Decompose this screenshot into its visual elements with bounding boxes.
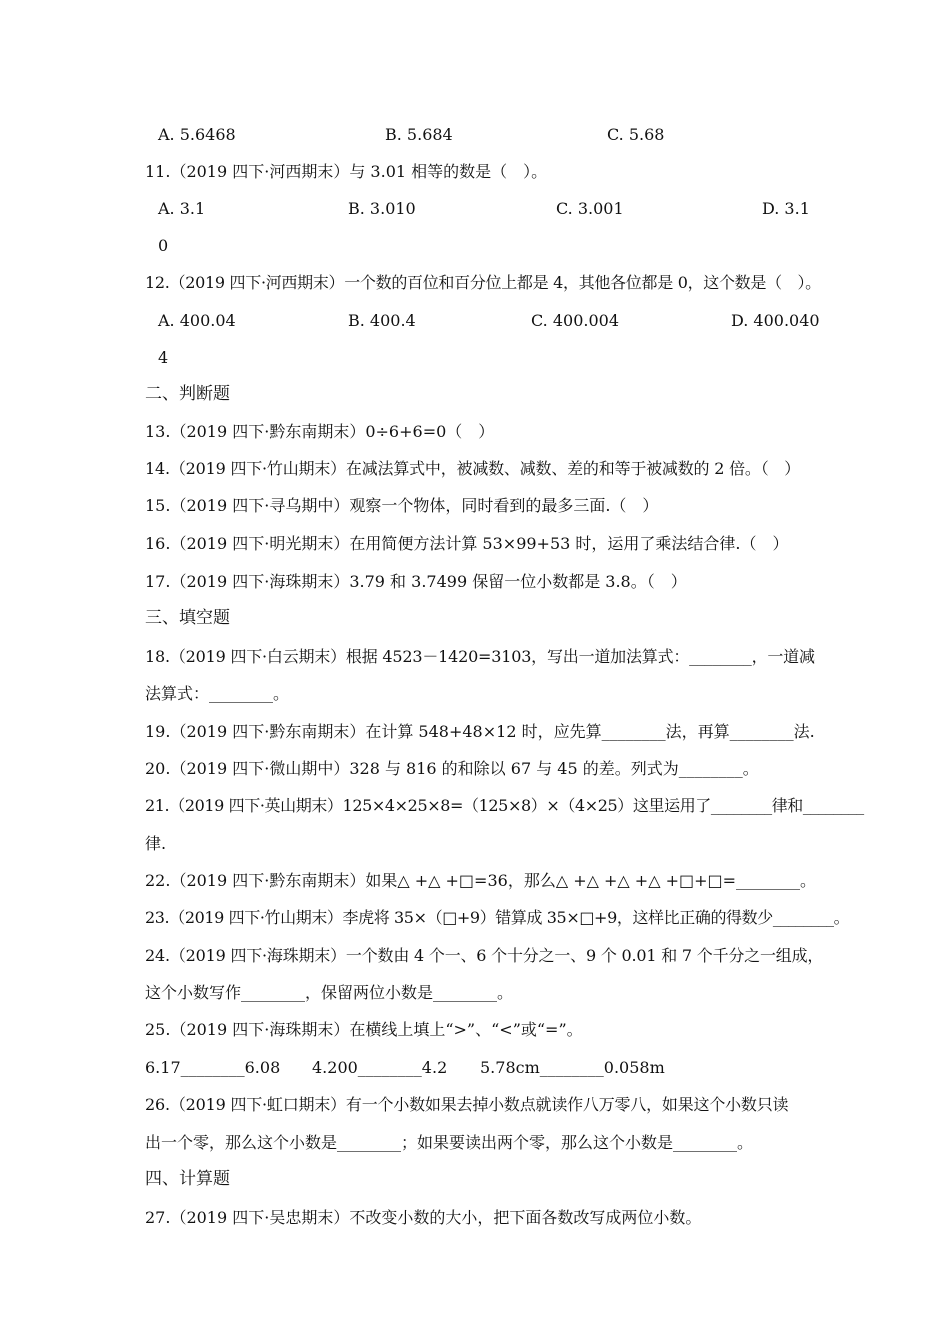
q17: 17.（2019 四下·海珠期末）3.79 和 3.7499 保留一位小数都是 3.8。（ ） bbox=[145, 572, 687, 591]
q26-line2: 出一个零，那么这个小数是________；如果要读出两个零，那么这个小数是________。 bbox=[145, 1133, 754, 1152]
q10-option-c: C. 5.68 bbox=[607, 125, 665, 144]
q12-option-b: B. 400.4 bbox=[348, 311, 416, 330]
section-heading-judgement: 二、判断题 bbox=[145, 384, 230, 404]
q12-option-d-wrap: 4 bbox=[158, 348, 169, 367]
q23: 23.（2019 四下·竹山期末）李虎将 35×（□+9）错算成 35×□+9，这样比正确的得数少________。 bbox=[145, 908, 850, 927]
q18-line2: 法算式：________。 bbox=[145, 684, 290, 703]
q11-option-a: A. 3.1 bbox=[158, 199, 206, 218]
q10-option-b: B. 5.684 bbox=[385, 125, 453, 144]
q14: 14.（2019 四下·竹山期末）在减法算式中，被减数、减数、差的和等于被减数的 2 倍。（ ） bbox=[145, 459, 801, 478]
q27: 27.（2019 四下·吴忠期末）不改变小数的大小，把下面各数改写成两位小数。 bbox=[145, 1208, 702, 1227]
q11-option-d-wrap: 0 bbox=[158, 236, 169, 255]
q18-line1: 18.（2019 四下·白云期末）根据 4523－1420=3103，写出一道加法算式：________，一道减 bbox=[145, 647, 815, 666]
q21-line1: 21.（2019 四下·英山期末）125×4×25×8=（125×8）×（4×25）这里运用了________律和________ bbox=[145, 796, 864, 815]
q20: 20.（2019 四下·微山期中）328 与 816 的和除以 67 与 45 的差。列式为________。 bbox=[145, 759, 759, 778]
q25-comparison-2: 4.200________4.2 bbox=[312, 1058, 448, 1077]
q22: 22.（2019 四下·黔东南期末）如果△ +△ +□=36，那么△ +△ +△ +△ +□+□=________。 bbox=[145, 871, 817, 890]
q11-stem: 11.（2019 四下·河西期末）与 3.01 相等的数是（ ）。 bbox=[145, 162, 548, 181]
q12-option-c: C. 400.004 bbox=[531, 311, 620, 330]
q24-line1: 24.（2019 四下·海珠期末）一个数由 4 个一、6 个十分之一、9 个 0.01 和 7 个千分之一组成， bbox=[145, 946, 824, 965]
q13: 13.（2019 四下·黔东南期末）0÷6+6=0（ ） bbox=[145, 422, 495, 441]
q12-stem: 12.（2019 四下·河西期末）一个数的百位和百分位上都是 4，其他各位都是 0，这个数是（ ）。 bbox=[145, 273, 821, 292]
q12-option-a: A. 400.04 bbox=[158, 311, 236, 330]
q11-option-d: D. 3.1 bbox=[762, 199, 810, 218]
q25-comparison-3: 5.78cm________0.058m bbox=[480, 1058, 665, 1077]
section-heading-fill-blank: 三、填空题 bbox=[145, 608, 230, 628]
q24-line2: 这个小数写作________，保留两位小数是________。 bbox=[145, 983, 514, 1002]
q25-stem: 25.（2019 四下·海珠期末）在横线上填上“>”、“<”或“=”。 bbox=[145, 1020, 583, 1039]
q11-option-b: B. 3.010 bbox=[348, 199, 416, 218]
q16: 16.（2019 四下·明光期末）在用简便方法计算 53×99+53 时，运用了乘法结合律.（ ） bbox=[145, 534, 789, 553]
section-heading-calculation: 四、计算题 bbox=[145, 1169, 230, 1189]
q26-line1: 26.（2019 四下·虹口期末）有一个小数如果去掉小数点就读作八万零八，如果这个小数只读 bbox=[145, 1095, 789, 1114]
q21-line2: 律. bbox=[145, 834, 167, 853]
q12-option-d: D. 400.040 bbox=[731, 311, 820, 330]
q10-option-a: A. 5.6468 bbox=[158, 125, 236, 144]
q19: 19.（2019 四下·黔东南期末）在计算 548+48×12 时，应先算________法，再算________法. bbox=[145, 722, 815, 741]
q25-comparison-1: 6.17________6.08 bbox=[145, 1058, 281, 1077]
q15: 15.（2019 四下·寻乌期中）观察一个物体，同时看到的最多三面.（ ） bbox=[145, 496, 659, 515]
q11-option-c: C. 3.001 bbox=[556, 199, 624, 218]
